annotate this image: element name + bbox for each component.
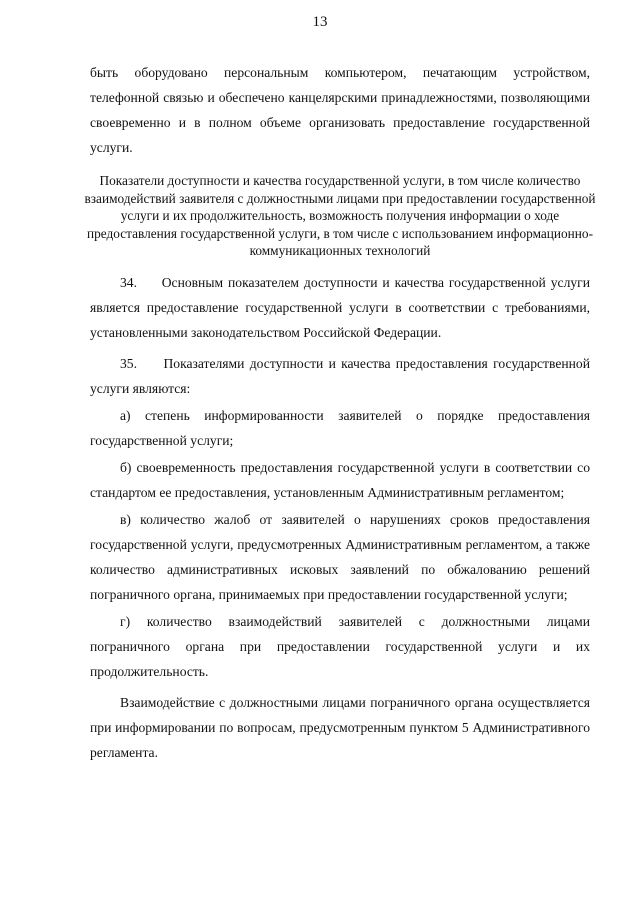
paragraph-35-number: 35. bbox=[120, 355, 137, 371]
paragraph-35 bbox=[90, 351, 590, 401]
continuation-paragraph: быть оборудовано персональным компьютером, печатающим устройством, телефонной связью и обеспечено канцелярскими принадлежностями, позволяющими своевременно и в полном объеме организовать предоставление государственной услуги. bbox=[90, 65, 590, 155]
list-item-b: б) своевременность предоставления государственной услуги в соответствии со стандартом ее предоставления, установленным Административным регламентом; bbox=[90, 459, 590, 500]
paragraph-34-number: 34. bbox=[120, 274, 137, 290]
paragraph-34 bbox=[90, 270, 590, 345]
paragraph-35-text: Показателями доступности и качества предоставления государственной услуги являются: bbox=[90, 355, 590, 396]
closing-paragraph: Взаимодействие с должностными лицами пограничного органа осуществляется при информировании по вопросам, предусмотренным пунктом 5 Административного регламента. bbox=[90, 694, 590, 760]
page-number: 13 bbox=[312, 14, 328, 30]
paragraph-34-text: Основным показателем доступности и качества государственной услуги является предоставление государственной услуги в соответствии с требованиями, установленными законодательством Российской Федерации. bbox=[90, 274, 591, 340]
list-item-v: в) количество жалоб от заявителей о нарушениях сроков предоставления государственной услуги, предусмотренных Административным регламентом, а также количество административных исковых заявлений по обжалованию решений пограничного органа, принимаемых при предоставлении государственной услуги; bbox=[90, 511, 590, 602]
list-item-g: г) количество взаимодействий заявителей с должностными лицами пограничного органа при предоставлении государственной услуги и их продолжительность. bbox=[90, 613, 590, 679]
document-body bbox=[84, 60, 596, 765]
section-heading: Показатели доступности и качества государственной услуги, в том числе количество взаимодействий заявителя с должностными лицами при предоставлении государственной услуги и их продолжительность, возможность получения информации о ходе предоставления государственной услуги, в том числе с использованием информационно-коммуникационных технологий bbox=[84, 173, 596, 258]
list-item-a: а) степень информированности заявителей о порядке предоставления государственной услуги; bbox=[90, 407, 590, 448]
